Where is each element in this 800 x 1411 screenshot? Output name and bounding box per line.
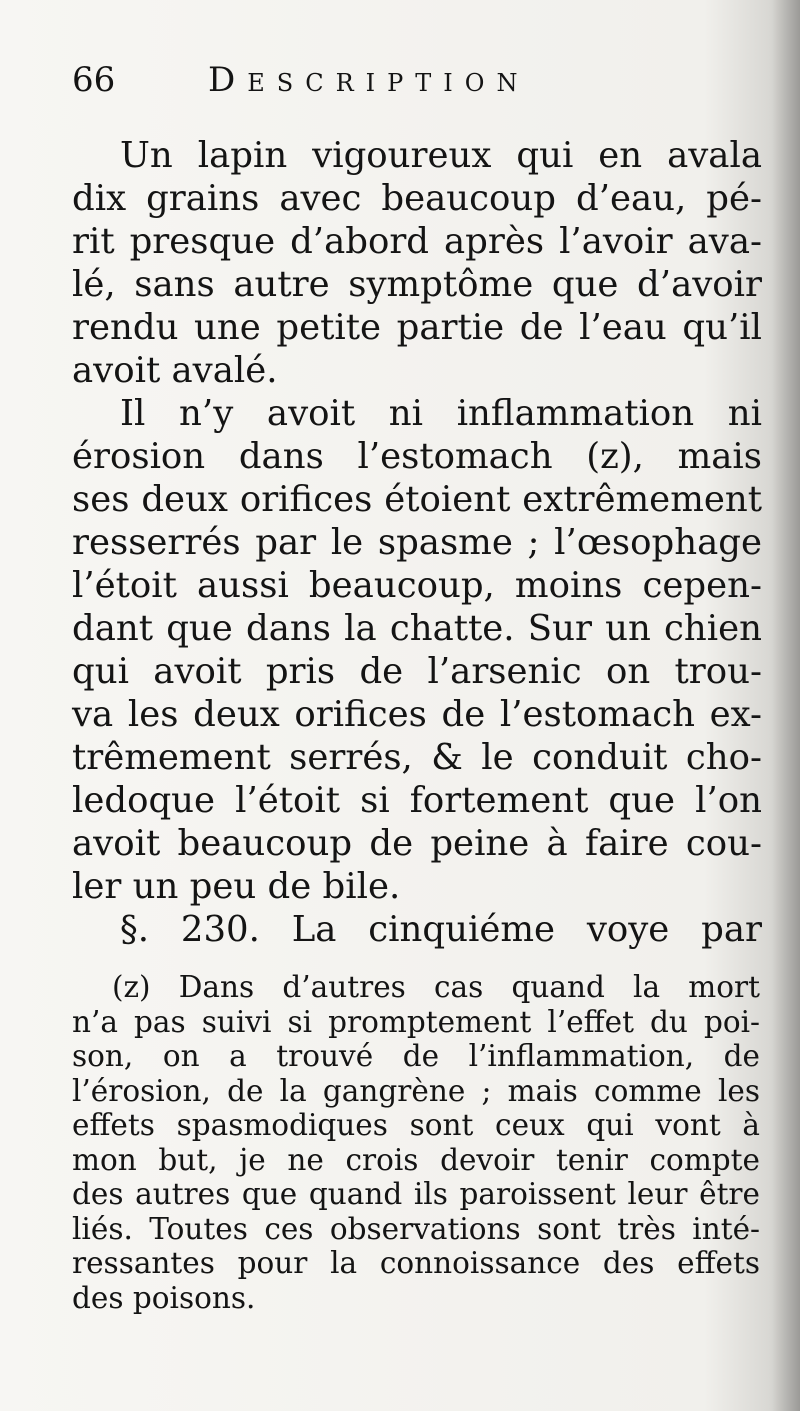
body-line: va les deux orifices de l’estomach ex- xyxy=(72,694,762,735)
footnote-line: mon but, je ne crois devoir tenir compte xyxy=(72,1142,760,1177)
body-line: avoit avalé. xyxy=(72,350,278,391)
body-line: qui avoit pris de l’arsenic on trou- xyxy=(72,651,762,692)
footnote-line: des poisons. xyxy=(72,1280,256,1315)
body-line: resserrés par le spasme ; l’œsophage xyxy=(72,522,762,563)
running-title: Description xyxy=(208,60,530,100)
section-heading-line: §. 230. La cinquiéme voye par xyxy=(120,909,762,950)
body-line: rendu une petite partie de l’eau qu’il xyxy=(72,307,762,348)
footnote-line: des autres que quand ils paroissent leur être xyxy=(72,1177,760,1211)
body-line: ses deux orifices étoient extrêmement xyxy=(72,479,762,520)
page-edge-shadow xyxy=(772,0,800,1411)
body-line: érosion dans l’estomach (z), mais xyxy=(72,436,762,477)
page-number: 66 xyxy=(72,60,116,100)
body-line: dix grains avec beaucoup d’eau, pé- xyxy=(72,178,762,219)
running-head xyxy=(72,56,772,106)
footnote-line: ressantes pour la connoissance des effets xyxy=(72,1246,760,1280)
footnote-line: l’érosion, de la gangrène ; mais comme les xyxy=(72,1073,760,1108)
body-line: trêmement serrés, & le conduit cho- xyxy=(72,737,762,778)
footnote-line: son, on a trouvé de l’inflammation, de xyxy=(72,1039,760,1073)
body-line: Un lapin vigoureux qui en avala xyxy=(120,135,762,176)
body-line: ledoque l’étoit si fortement que l’on xyxy=(72,780,762,821)
body-line: ler un peu de bile. xyxy=(72,866,401,907)
body-text xyxy=(72,134,762,951)
footnote-line: effets spasmodiques sont ceux qui vont à xyxy=(72,1108,760,1142)
body-line: avoit beaucoup de peine à faire cou- xyxy=(72,823,762,864)
body-line: lé, sans autre symptôme que d’avoir xyxy=(72,264,762,305)
footnote-line: n’a pas suivi si promptement l’effet du poi- xyxy=(72,1004,760,1039)
body-line: rit presque d’abord après l’avoir ava- xyxy=(72,221,762,262)
body-line: dant que dans la chatte. Sur un chien xyxy=(72,608,762,649)
footnote-line: liés. Toutes ces observations sont très inté- xyxy=(72,1211,760,1246)
footnote xyxy=(72,970,760,1315)
body-line: l’étoit aussi beaucoup, moins cepen- xyxy=(72,565,762,606)
body-line: Il n’y avoit ni inflammation ni xyxy=(120,393,762,434)
footnote-line: (z) Dans d’autres cas quand la mort xyxy=(112,970,760,1004)
